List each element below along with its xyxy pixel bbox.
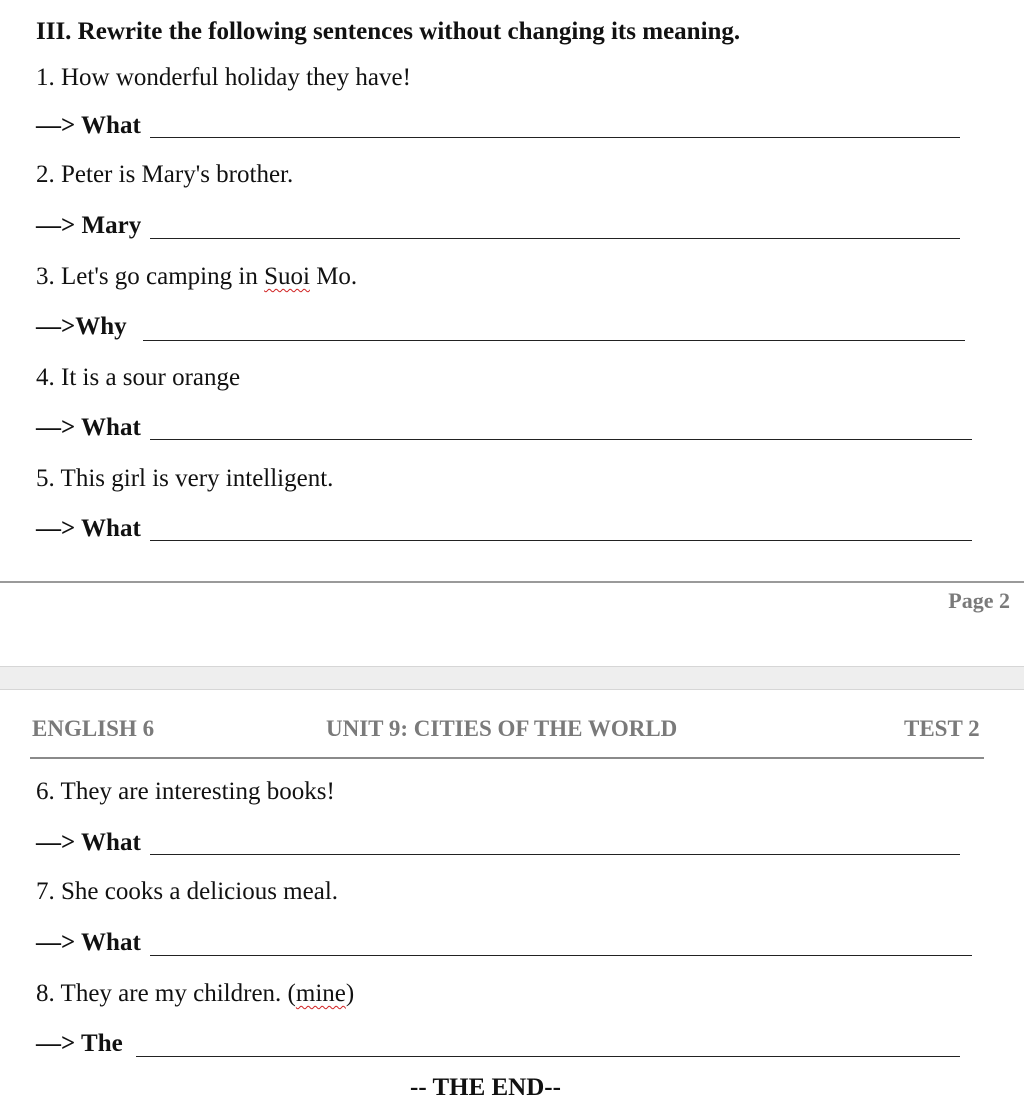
page-bottom-border (0, 581, 1024, 583)
question-5: 5. This girl is very intelligent. (36, 465, 334, 492)
question-4: 4. It is a sour orange (36, 364, 241, 391)
question-6: 6. They are interesting books! (36, 778, 335, 805)
answer-prompt-2: —> Mary (36, 212, 142, 239)
section-heading: III. Rewrite the following sentences without changing its meaning. (36, 18, 741, 45)
question-8-start: 8. They are my children. ( (36, 980, 296, 1007)
question-3-start: 3. Let's go camping in (36, 263, 265, 290)
answer-line-5[interactable] (150, 540, 972, 541)
question-3 (36, 263, 357, 291)
answer-line-7[interactable] (150, 955, 972, 956)
question-3-end: Mo. (309, 263, 358, 290)
answer-prompt-4: —> What (36, 414, 141, 441)
spelling-flagged-word-2[interactable]: mine (295, 980, 346, 1007)
question-1: 1. How wonderful holiday they have! (36, 64, 411, 91)
question-8-end: ) (345, 980, 355, 1007)
page-gap (0, 666, 1024, 690)
answer-line-2[interactable] (150, 238, 960, 239)
question-8 (36, 980, 354, 1008)
answer-line-4[interactable] (150, 439, 972, 440)
header-subject: ENGLISH 6 (32, 716, 155, 741)
page-number: Page 2 (948, 588, 1010, 613)
answer-prompt-8: —> The (36, 1030, 123, 1057)
answer-prompt-3: —>Why (36, 313, 127, 340)
answer-line-3[interactable] (143, 340, 965, 341)
answer-prompt-5: —> What (36, 515, 141, 542)
header-rule (30, 757, 984, 759)
question-2: 2. Peter is Mary's brother. (36, 161, 294, 188)
answer-line-6[interactable] (150, 854, 960, 855)
spelling-flagged-word[interactable]: Suoi (264, 263, 310, 290)
header-unit: UNIT 9: CITIES OF THE WORLD (326, 716, 678, 741)
answer-line-1[interactable] (150, 137, 960, 138)
answer-line-8[interactable] (136, 1056, 960, 1057)
answer-prompt-6: —> What (36, 829, 141, 856)
header-test: TEST 2 (904, 716, 980, 741)
end-marker: -- THE END-- (410, 1074, 561, 1101)
question-7: 7. She cooks a delicious meal. (36, 878, 339, 905)
answer-prompt-7: —> What (36, 929, 141, 956)
answer-prompt-1: —> What (36, 112, 141, 139)
